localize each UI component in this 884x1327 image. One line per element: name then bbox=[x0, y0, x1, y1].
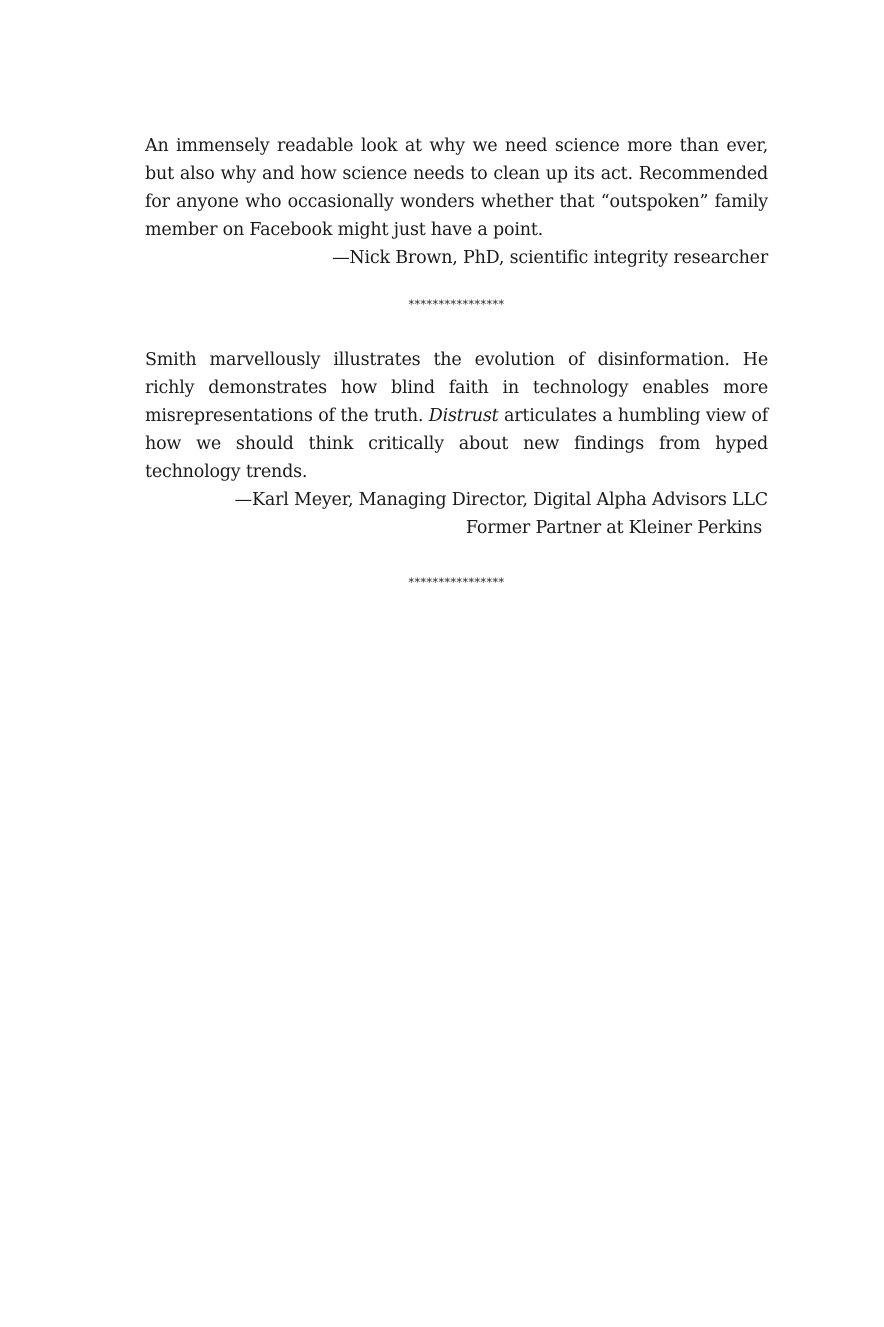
blurb-text-1: An immensely readable look at why we need science more than ever, but also why and how science needs to clean up its act. Recommended for anyone who occasionally wonders whether that “outspoken” family member on Facebook might just have a point. bbox=[145, 136, 768, 240]
blurb-text-2 bbox=[145, 346, 768, 486]
book-title: Distrust bbox=[428, 406, 499, 426]
blurb-attribution-2 bbox=[145, 486, 768, 542]
section-divider: **************** bbox=[408, 298, 505, 311]
attribution-line: Former Partner at Kleiner Perkins bbox=[465, 518, 762, 538]
blurb-text-2-part-1: Smith marvellously illustrates the evolution of disinformation. He richly demonstrates how blind faith in technology enables more misrepresentations of the truth. bbox=[145, 350, 768, 426]
section-divider: **************** bbox=[408, 576, 505, 589]
page-content bbox=[145, 132, 768, 590]
blurb-text-2-part-2: articulates a humbling view of how we should think critically about new findings from hyped technology trends. bbox=[145, 406, 768, 482]
blurb-attribution-1 bbox=[145, 244, 768, 272]
attribution-line: —Nick Brown, PhD, scientific integrity researcher bbox=[332, 248, 768, 268]
attribution-line: —Karl Meyer, Managing Director, Digital Alpha Advisors LLC bbox=[234, 490, 768, 510]
